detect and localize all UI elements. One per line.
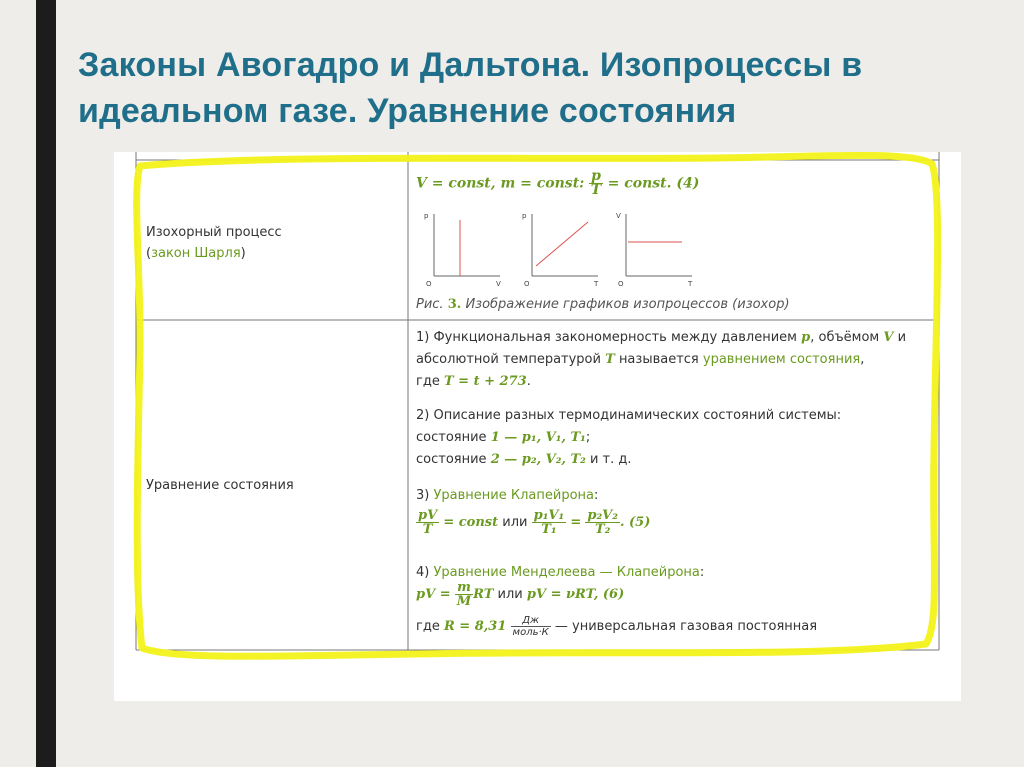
row2-label: Уравнение состояния [146, 478, 294, 493]
state2-label: состояние [416, 452, 487, 467]
gas-constant-desc: — универсальная газовая постоянная [554, 619, 818, 634]
item1-comma: , [860, 352, 865, 367]
law-open-paren: ( [146, 246, 152, 261]
gas-constant-value: R = 8,31 [443, 619, 507, 634]
caption-number: 3. [447, 297, 462, 312]
mendeleev-clapeyron-link[interactable]: Уравнение Менделеева — Клапейрона [433, 565, 700, 580]
graph3-t-label: T [688, 280, 693, 288]
item3-number: 3) [416, 488, 430, 503]
state1-values: 1 — p₁, V₁, T₁ [490, 430, 586, 445]
alt-formula: pV = νRT [526, 587, 594, 602]
graph3-v-label: V [616, 212, 621, 220]
slide-title: Законы Авогадро и Дальтона. Изопроцессы в идеальном газе. Уравнение состояния [78, 46, 863, 130]
item4-colon: : [699, 565, 705, 580]
formula-condition: V = const, m = const: [416, 175, 585, 192]
item1-text-d: абсолютной температурой [416, 352, 601, 367]
clapeyron-link[interactable]: Уравнение Клапейрона [433, 488, 594, 503]
rt-term: RT [473, 587, 494, 602]
graph2-p-label: p [522, 212, 527, 220]
item2-line1: 2) Описание разных термодинамических состояний системы: [416, 408, 842, 423]
or-word: или [497, 587, 523, 602]
item1-where: где [416, 374, 440, 389]
row1-label: Изохорный процесс [146, 225, 282, 240]
state2-end: и т. д. [589, 452, 632, 467]
caption-text: Изображение графиков изопроцессов (изохор) [465, 297, 790, 312]
left-accent-bar [36, 0, 56, 767]
equation-ref-5: . (5) [619, 515, 651, 530]
item1-dot: . [526, 374, 531, 389]
frac-num: p [589, 170, 603, 184]
frac-den: T₁ [541, 522, 557, 537]
frac-den: T [590, 182, 602, 198]
item1-text-a: 1) Функциональная закономерность между давлением [416, 330, 797, 345]
highlight-stroke [137, 155, 938, 656]
frac-den: T₂ [594, 522, 611, 537]
unit-num: Дж [511, 615, 551, 627]
graph1-o-label: O [426, 280, 432, 288]
yellow-highlight-loop [114, 152, 961, 701]
equation-ref-6: , (6) [593, 587, 625, 602]
state1-end: ; [585, 430, 591, 445]
caption-prefix: Рис. [416, 297, 444, 312]
charles-law-link[interactable]: закон Шарля [151, 246, 241, 261]
frac-num: pV [418, 508, 438, 523]
formula-result: = const. (4) [607, 175, 700, 192]
state-equation-link[interactable]: уравнением состояния [702, 352, 861, 367]
kelvin-equation: T = t + 273 [443, 374, 527, 389]
graph2-t-label: T [594, 280, 599, 288]
unit-den: моль·К [512, 627, 549, 638]
state2-values: 2 — p₂, V₂, T₂ [490, 452, 586, 467]
graph1-p-label: p [424, 212, 429, 220]
item1-text-b: , объёмом [810, 330, 880, 345]
frac-num: p₂V₂ [587, 508, 618, 523]
item3-colon: : [594, 488, 599, 503]
const-expr: = const [443, 515, 499, 530]
graph2-o-label: O [524, 280, 530, 288]
item1-text-c: и [897, 330, 907, 345]
item1-text-e: называется [618, 352, 699, 367]
or-word: или [502, 515, 528, 530]
table-screenshot [114, 152, 961, 701]
frac-num: p₁V₁ [533, 508, 565, 523]
state1-label: состояние [416, 430, 487, 445]
symbol-t: T [605, 352, 615, 367]
graph3-o-label: O [618, 280, 624, 288]
symbol-v: V [883, 330, 894, 345]
frac-num: m [455, 581, 473, 595]
symbol-p: p [801, 330, 811, 345]
graph1-v-label: V [496, 280, 501, 288]
pv-equals: pV = [416, 587, 451, 602]
frac-den: M [456, 594, 472, 609]
item4-number: 4) [416, 565, 430, 580]
law-close-paren: ) [240, 246, 246, 261]
where-word: где [416, 619, 440, 634]
equals-sign: = [570, 515, 582, 530]
frac-den: T [422, 522, 433, 537]
